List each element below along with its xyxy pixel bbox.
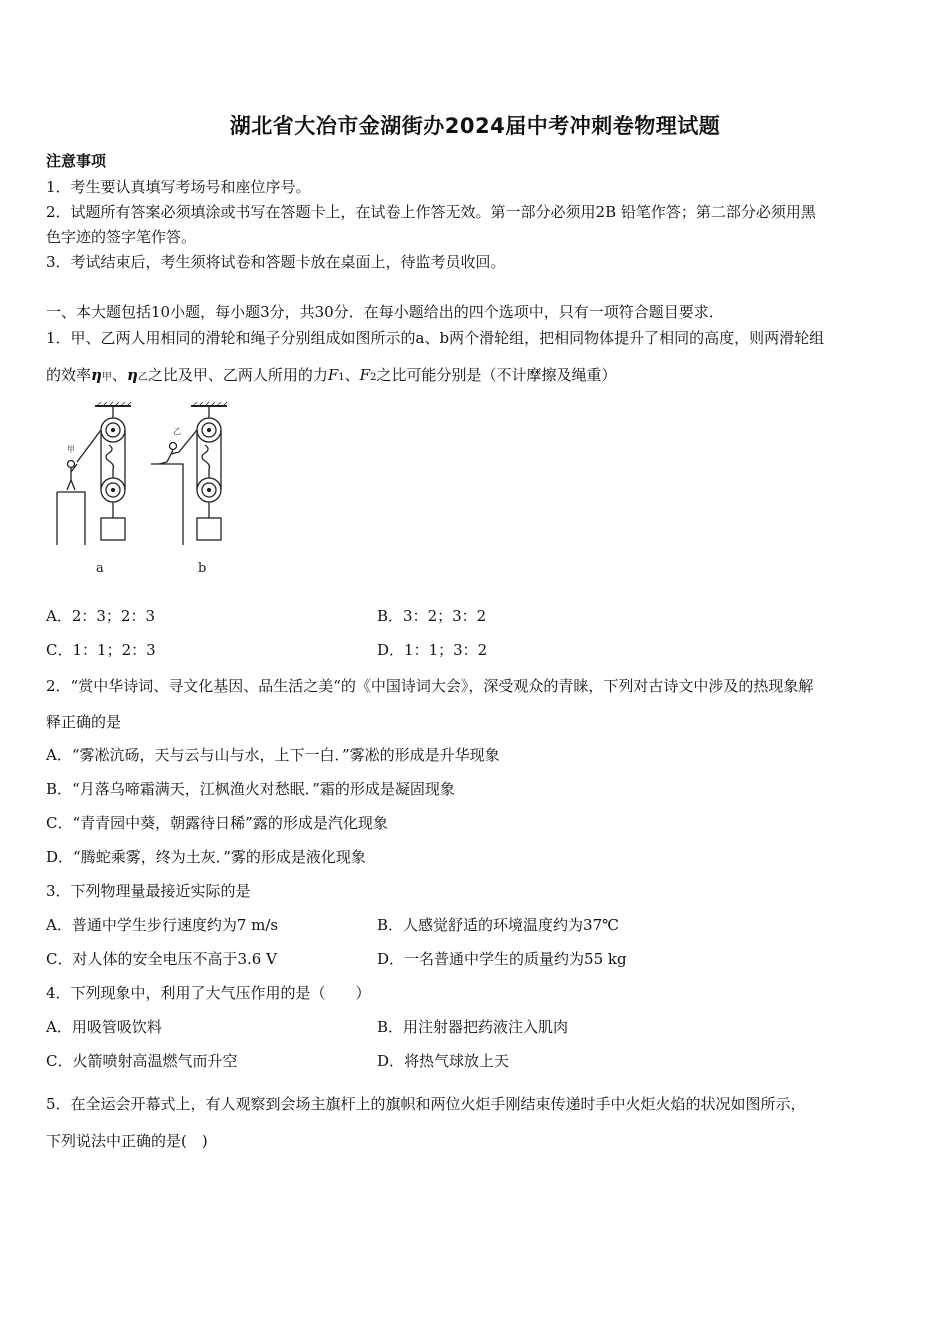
eta-symbol: η (91, 366, 102, 384)
q1-text: 的效率 (46, 366, 92, 384)
notice-item: 2．试题所有答案必须填涂或书写在答题卡上，在试卷上作答无效。第一部分必须用2B 铅笔作答；第二部分必须用黑 (46, 203, 816, 221)
q2-option-d: D．“腾蛇乘雾，终为土灰．”雾的形成是液化现象 (46, 848, 366, 866)
weight-a (101, 518, 125, 540)
q2-stem-line2: 释正确的是 (46, 713, 122, 731)
page-title: 湖北省大冶市金湖街办2024届中考冲刺卷物理试题 (229, 114, 721, 138)
person-head-a (68, 461, 75, 468)
axle-b2 (208, 489, 211, 492)
separator: 、 (111, 366, 127, 384)
q3-option-d: D．一名普通中学生的质量约为55 kg (377, 950, 627, 968)
pulley-system-a (57, 402, 131, 545)
subscript-1: 1 (338, 372, 345, 383)
q3-option-b: B．人感觉舒适的环境温度约为37℃ (377, 916, 619, 934)
q3-option-a: A．普通中学生步行速度约为7 m/s (46, 916, 279, 934)
person-leg-a (67, 480, 71, 490)
pulley-system-b (151, 402, 227, 545)
q3-stem: 3．下列物理量最接近实际的是 (46, 882, 251, 900)
axle-b1 (208, 429, 211, 432)
hook-a (106, 445, 114, 478)
subscript-2: 2 (370, 372, 377, 383)
figure-b-label: b (198, 561, 207, 576)
q2-option-c: C．“青青园中葵，朝露待日稀”露的形成是汽化现象 (46, 814, 388, 832)
person-body-b (167, 450, 173, 462)
q1-stem-line1: 1．甲、乙两人用相同的滑轮和绳子分别组成如图所示的a、b两个滑轮组，把相同物体提升了相同的高度，则两滑轮组 (46, 329, 825, 347)
q4-option-a: A．用吸管吸饮料 (46, 1018, 162, 1036)
section-heading: 一、本大题包括10小题，每小题3分，共30分．在每小题给出的四个选项中，只有一项符合题目要求． (46, 303, 724, 321)
axle-a2 (112, 489, 115, 492)
figure-a-label: a (96, 561, 104, 576)
platform-b (151, 464, 183, 545)
q4-option-d: D．将热气球放上天 (377, 1052, 510, 1070)
hook-b (202, 445, 210, 478)
rope-pull-a (77, 430, 101, 462)
q2-stem-line1: 2．“赏中华诗词、寻文化基因、品生活之美“的《中国诗词大会》，深受观众的青睐，下列对古诗文中涉及的热现象解 (46, 677, 814, 695)
notice-item: 1．考生要认真填写考场号和座位序号。 (46, 178, 311, 196)
q2-option-b: B．“月落乌啼霜满天，江枫渔火对愁眠．”霜的形成是凝固现象 (46, 780, 455, 798)
q2-option-a: A．“雾凇沆砀，天与云与山与水，上下一白．”雾凇的形成是升华现象 (46, 746, 500, 764)
person-leg-a (71, 480, 75, 490)
label-jia: 甲 (67, 445, 75, 454)
q5-stem-line1: 5．在全运会开幕式上，有人观察到会场主旗杆上的旗帜和两位火炬手刚结束传递时手中火炬火焰的状况如图所示， (46, 1095, 806, 1113)
q4-stem: 4．下列现象中，利用了大气压作用的是（ ） (46, 984, 371, 1002)
separator: 、 (344, 366, 360, 384)
pulley-figure (55, 400, 255, 585)
rope-pull-b (179, 430, 197, 452)
subscript-jia: 甲 (101, 372, 112, 383)
q1-text: 之比及甲、乙两人所用的力 (147, 366, 328, 384)
notice-item: 3．考试结束后，考生须将试卷和答题卡放在桌面上，待监考员收回。 (46, 253, 506, 271)
platform-a (57, 492, 85, 545)
notice-heading: 注意事项 (46, 152, 107, 170)
weight-b (197, 518, 221, 540)
person-head-b (170, 443, 177, 450)
q1-stem-line2 (46, 365, 616, 388)
notice-item: 色字迹的签字笔作答。 (46, 228, 197, 246)
q1-option-b: B．3：2；3：2 (377, 607, 487, 625)
q4-option-b: B．用注射器把药液注入肌肉 (377, 1018, 569, 1036)
q4-option-c: C．火箭喷射高温燃气而升空 (46, 1052, 238, 1070)
q1-option-a: A．2：3；2：3 (46, 607, 156, 625)
subscript-yi: 乙 (137, 372, 148, 383)
q3-option-c: C．对人体的安全电压不高于3.6 V (46, 950, 277, 968)
q5-stem-line2: 下列说法中正确的是( ) (46, 1132, 208, 1150)
force-symbol: F (327, 366, 339, 384)
q1-text: 之比可能分别是（不计摩擦及绳重） (376, 366, 617, 384)
force-symbol: F (359, 366, 371, 384)
q1-option-d: D．1：1；3：2 (377, 641, 488, 659)
q1-option-c: C．1：1；2：3 (46, 641, 156, 659)
axle-a1 (112, 429, 115, 432)
label-yi: 乙 (173, 427, 181, 436)
eta-symbol: η (126, 366, 138, 384)
